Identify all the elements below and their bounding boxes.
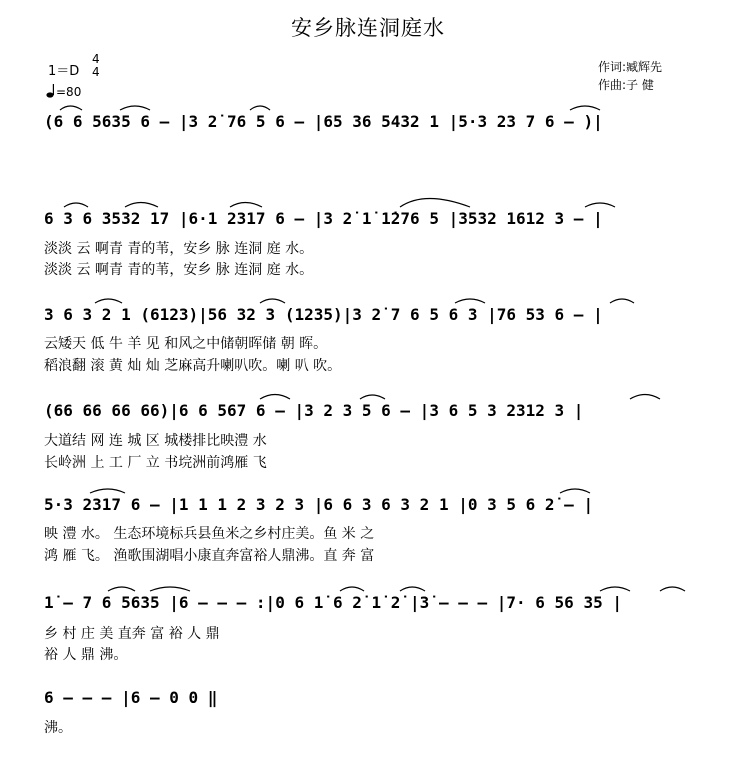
notation-line-4: (66 66 66 66)|6 6 567 6 – |3 2 3 5 6 – |3 6 5 3 2312 3 | <box>44 401 584 420</box>
time-signature-top: 4 <box>92 52 100 66</box>
lyrics-line-3a: 云矮天 低 牛 羊 见 和风之中储朝晖储 朝 晖。 <box>44 336 328 352</box>
lyrics-line-3b: 稻浪翻 滚 黄 灿 灿 芝麻高升喇叭吹。喇 叭 吹。 <box>44 358 342 374</box>
lyrics-line-4a: 大道结 网 连 城 区 城楼排比映澧 水 <box>44 433 267 449</box>
key-signature: 1＝D <box>48 64 80 79</box>
notation-line-7: 6 – – – |6 – 0 0 ‖ <box>44 688 218 707</box>
lyricist-credit: 作词:臧辉先 <box>598 60 663 74</box>
notation-line-2: 6 3 6 3532 17 |6·1 2317 6 – |3 2̇ 1̇ 1̇276 5 |3532 1612 3 – | <box>44 209 603 228</box>
lyrics-line-5a: 映 澧 水。 生态环境标兵县鱼米之乡村庄美。鱼 米 之 <box>44 526 375 542</box>
song-title: 安乡脉连洞庭水 <box>291 16 445 40</box>
notation-line-6: 1̇ – 7 6 5635 |6 – – – :|0 6 1̇ 6 2̇ 1̇ 2̇ |3̇ – – – |7· 6 56 35 | <box>44 593 622 612</box>
composer-credit: 作曲:子 健 <box>598 78 654 92</box>
notation-line-3: 3 6 3 2 1 (6123)|56 32 3 (1235)|3 2̇ 7 6 5 6 3 |76 53 6 – | <box>44 305 603 324</box>
lyrics-line-5b: 鸿 雁 飞。 渔歌围湖唱小康直奔富裕人鼎沸。直 奔 富 <box>44 548 375 564</box>
lyrics-line-6a: 乡 村 庄 美 直奔 富 裕 人 鼎 <box>44 626 220 642</box>
lyrics-line-4b: 长岭洲 上 工 厂 立 书垸洲前鸿雁 飞 <box>44 455 267 471</box>
lyrics-line-7a: 沸。 <box>44 720 72 736</box>
lyrics-line-2a: 淡淡 云 啊青 青的苇，安乡 脉 连洞 庭 水。 <box>44 241 314 257</box>
notation-line-5: 5·3 2317 6 – |1 1 1 2 3 2 3 |6 6 3 6 3 2 1 |0 3 5 6 2̇ – | <box>44 495 594 514</box>
lyrics-line-2b: 淡淡 云 啊青 青的苇，安乡 脉 连洞 庭 水。 <box>44 262 314 278</box>
lyrics-line-6b: 裕 人 鼎 沸。 <box>44 647 128 663</box>
tempo-value: =80 <box>56 85 82 99</box>
notation-line-1: (6 6 5635 6 – |3 2̇ 76 5 6 – |65 36 5432 1 |5·3 23 7 6 – )| <box>44 112 603 131</box>
time-signature-bottom: 4 <box>92 65 100 79</box>
